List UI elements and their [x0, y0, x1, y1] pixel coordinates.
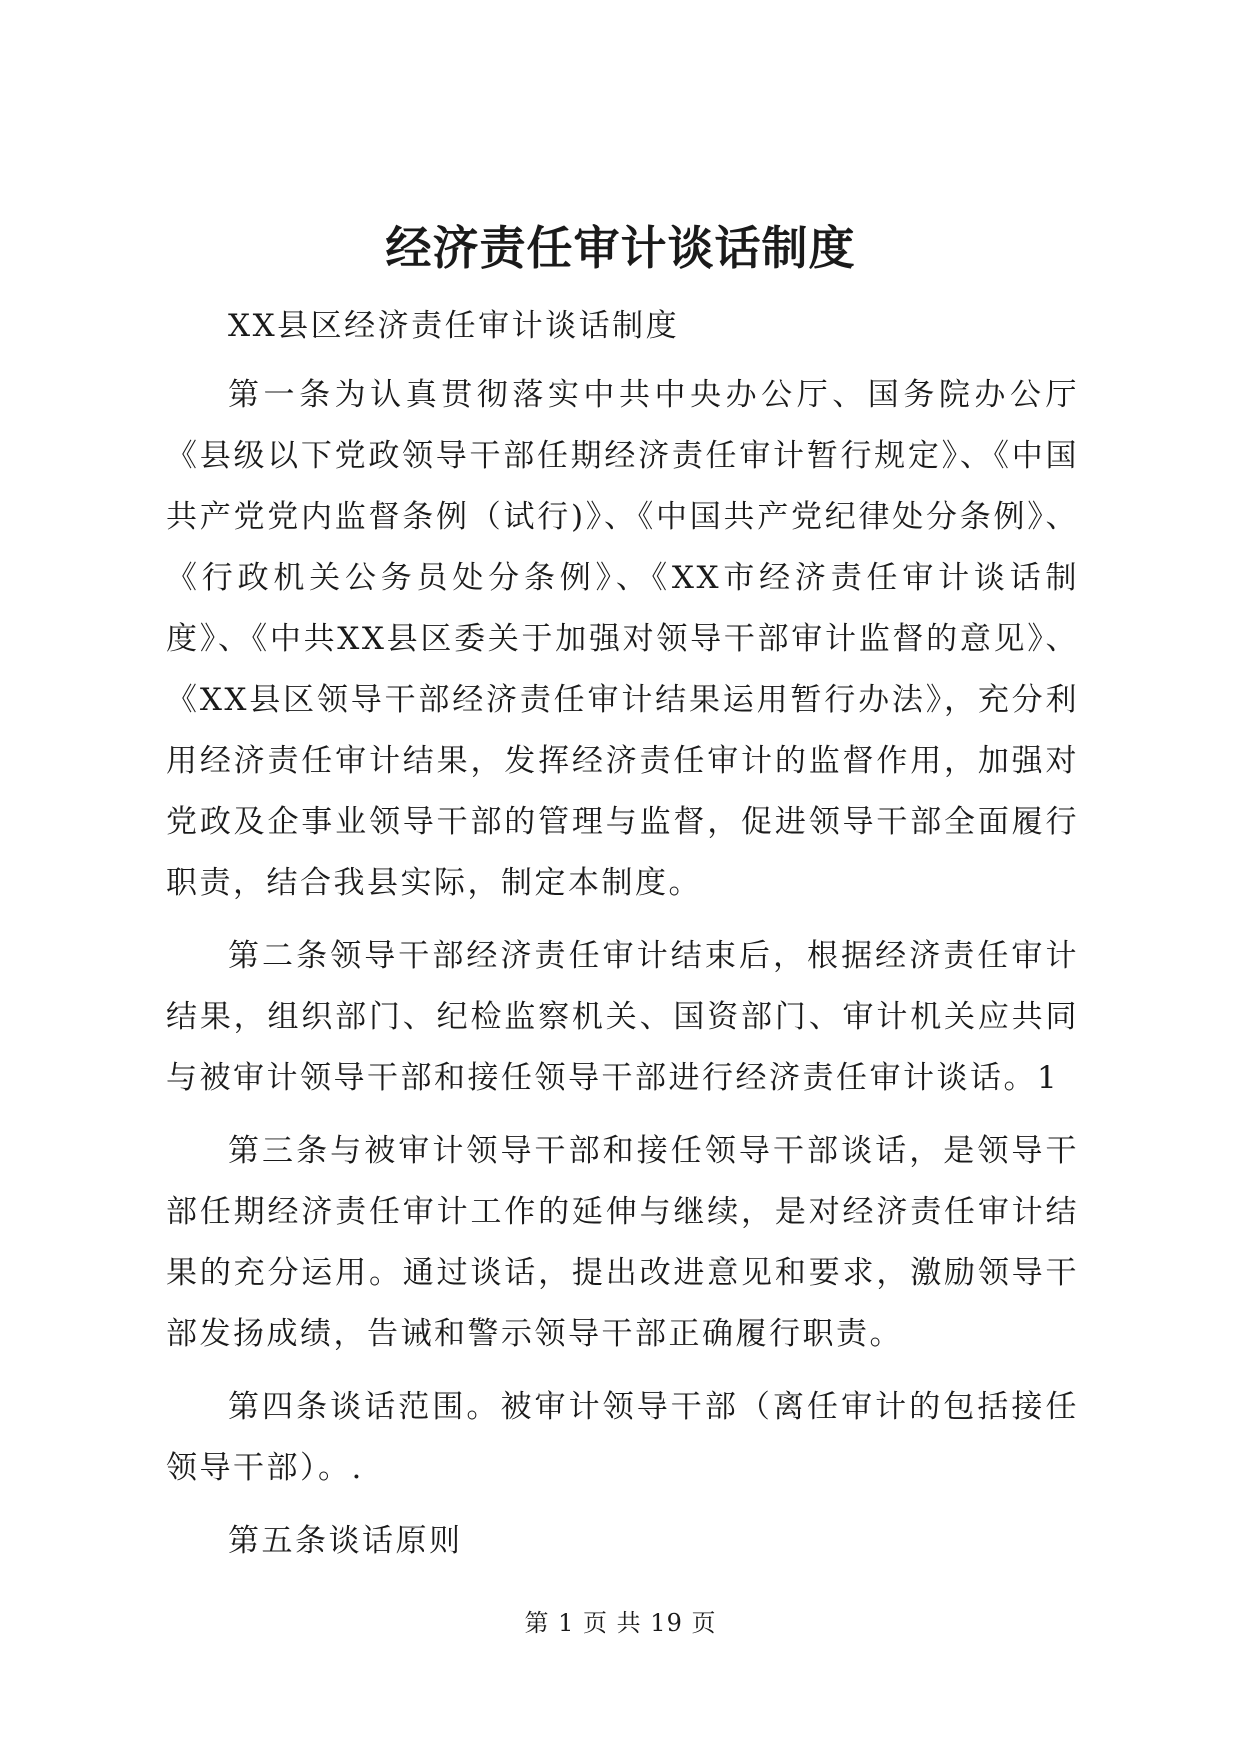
article-2-paragraph: 第二条领导干部经济责任审计结束后，根据经济责任审计结果，组织部门、纪检监察机关、国资部门、审计机关应共同与被审计领导干部和接任领导干部进行经济责任审计谈话。1 — [166, 938, 1079, 1096]
article-4-paragraph: 第四条谈话范围。被审计领导干部（离任审计的包括接任领导干部）。. — [166, 1389, 1079, 1486]
article-1-paragraph: 第一条为认真贯彻落实中共中央办公厅、国务院办公厅《县级以下党政领导干部任期经济责任审计暂行规定》、《中国共产党党内监督条例（试行)》、《中国共产党纪律处分条例》、《行政机关公务员处分条例》、《XX市经济责任审计谈话制度》、《中共XX县区委关于加强对领导干部审计监督的意见》、《XX县区领导干部经济责任审计结果运用暂行办法》，充分利用经济责任审计结果，发挥经济责任审计的监督作用，加强对党政及企事业领导干部的管理与监督，促进领导干部全面履行职责，结合我县实际，制定本制度。 — [166, 377, 1079, 901]
article-5-paragraph: 第五条谈话原则 — [228, 1523, 463, 1559]
page-number-footer: 第 1 页 共 19 页 — [524, 1609, 717, 1637]
document-body — [166, 296, 1079, 1584]
document-subtitle: XX县区经济责任审计谈话制度 — [228, 308, 680, 344]
article-3-paragraph: 第三条与被审计领导干部和接任领导干部谈话，是领导干部任期经济责任审计工作的延伸与继续，是对经济责任审计结果的充分运用。通过谈话，提出改进意见和要求，激励领导干部发扬成绩，告诫和警示领导干部正确履行职责。 — [166, 1133, 1079, 1352]
document-title: 经济责任审计谈话制度 — [385, 221, 856, 275]
